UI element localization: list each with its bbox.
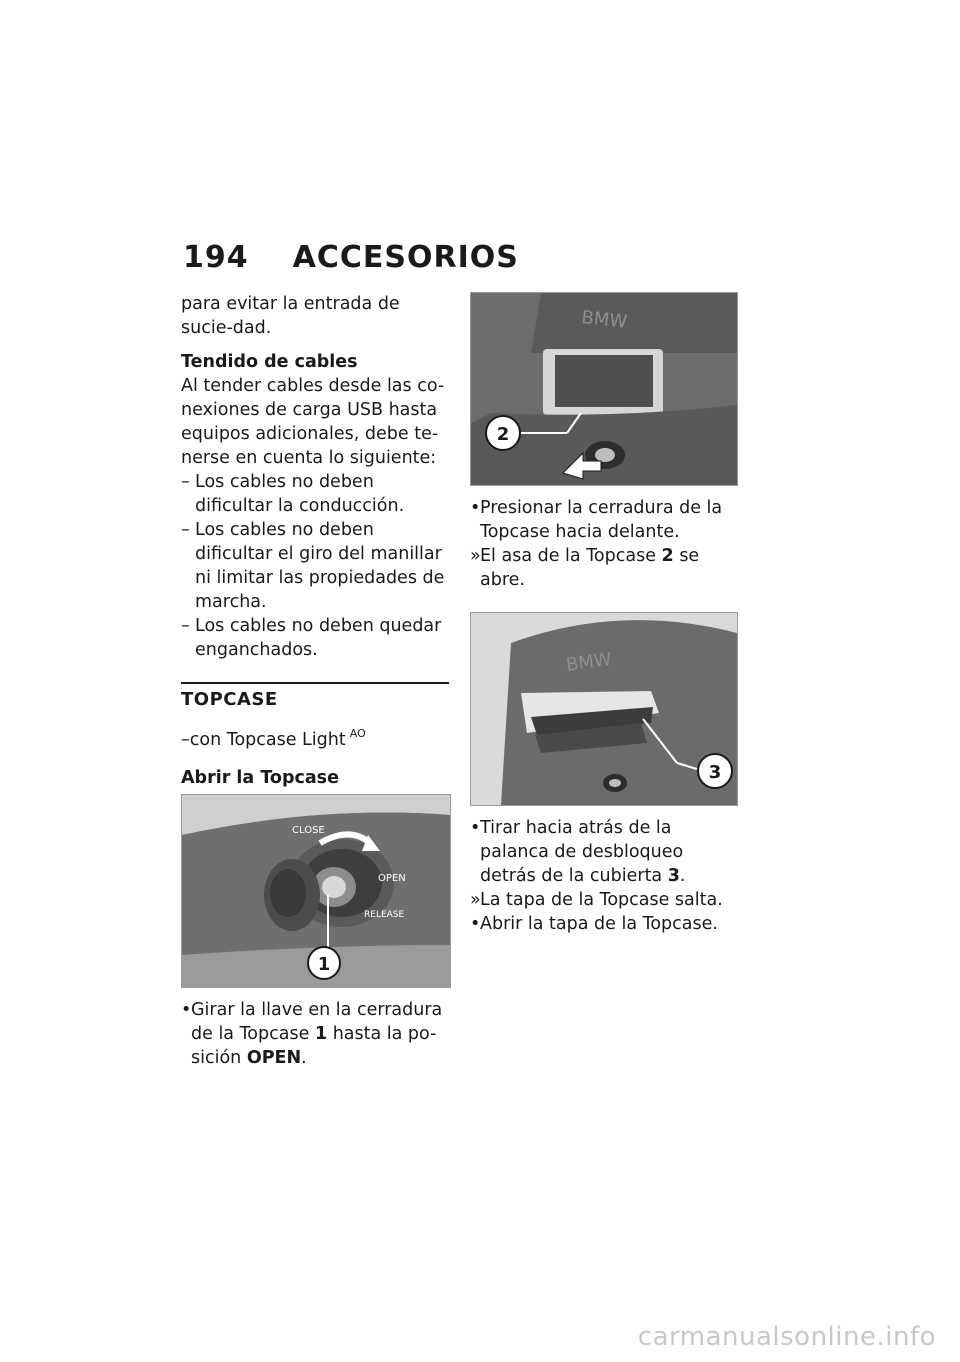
topcase-section — [181, 682, 449, 712]
list-item — [470, 816, 738, 888]
key-lock-illustration — [182, 795, 450, 987]
step-text: . — [301, 1048, 307, 1068]
list-item — [470, 912, 738, 936]
left-column — [181, 292, 449, 1070]
step-ref: 1 — [314, 1024, 328, 1044]
callout-number: 1 — [317, 954, 331, 975]
bullet-marker: • — [181, 1000, 192, 1020]
list-item: – Los cables no deben dificultar el giro del manillar ni limitar las propiedades de marcha. — [181, 518, 449, 614]
step-text: se abre. — [480, 546, 700, 590]
figure-key-lock — [181, 794, 451, 988]
list-item: – Los cables no deben dificultar la conducción. — [181, 470, 449, 518]
step-position: OPEN — [246, 1048, 302, 1068]
list-item — [470, 888, 738, 912]
step-text: Girar la llave en la cerradura de la Topcase — [191, 1000, 443, 1044]
cables-text: Al tender cables desde las co-nexiones de carga USB hasta equipos adicionales, debe te-nerse en cuenta lo siguiente: — [181, 376, 445, 468]
step-text: La tapa de la Topcase salta. — [480, 890, 723, 910]
list-item — [181, 998, 449, 1070]
release-lever-illustration — [471, 613, 737, 805]
figure-release-lever — [470, 612, 738, 806]
brand-text: BMW — [580, 307, 629, 333]
result-marker: » — [470, 890, 481, 910]
figure-press-lock — [470, 292, 738, 486]
intro-text: para evitar la entrada de sucie-dad. — [181, 294, 400, 338]
callout-number: 2 — [496, 424, 510, 445]
step-text: Tirar hacia atrás de la palanca de desbloqueo detrás de la cubierta — [480, 818, 684, 886]
brand-text: BMW — [564, 648, 613, 676]
list-item — [470, 496, 738, 544]
step-text: Presionar la cerradura de la Topcase hacia delante. — [480, 498, 723, 542]
open-label: OPEN — [378, 873, 406, 884]
bullet-marker: • — [470, 498, 481, 518]
callout-number: 3 — [708, 762, 722, 783]
result-marker: » — [470, 546, 481, 566]
dash-marker: – — [181, 730, 190, 750]
topcase-heading: TOPCASE — [181, 689, 278, 710]
list-item: – Los cables no deben quedar enganchados. — [181, 614, 449, 662]
step-text: hasta la po-sición — [191, 1024, 437, 1068]
press-lock-illustration — [471, 293, 737, 485]
close-label: CLOSE — [292, 825, 325, 836]
step-ref: 3 — [667, 866, 680, 886]
option-code: AO — [349, 727, 366, 740]
section-title: ACCESORIOS — [292, 240, 519, 275]
bullet-marker: • — [470, 914, 481, 934]
right-column — [470, 292, 738, 936]
step-text: El asa de la Topcase — [480, 546, 656, 566]
step-ref: 2 — [661, 546, 674, 566]
page-number: 194 — [183, 240, 249, 275]
step-text: Abrir la tapa de la Topcase. — [480, 914, 718, 934]
bullet-marker: • — [470, 818, 481, 838]
watermark: carmanualsonline.info — [637, 1322, 936, 1352]
list-item — [470, 544, 738, 592]
release-label: RELEASE — [364, 910, 405, 920]
page-header — [183, 240, 519, 280]
open-heading: Abrir la Topcase — [181, 768, 339, 788]
cables-heading: Tendido de cables — [181, 352, 358, 372]
step-text: . — [679, 866, 686, 886]
topcase-option — [181, 722, 449, 752]
option-text: con Topcase Light — [189, 730, 346, 750]
